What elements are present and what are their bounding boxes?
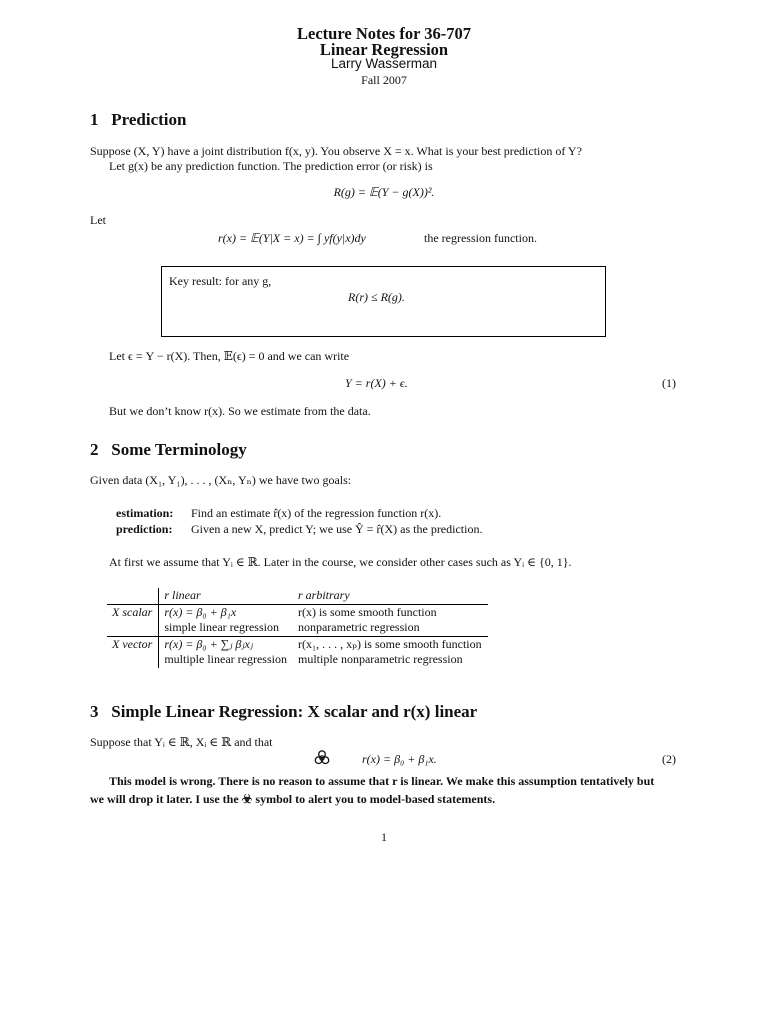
- table-cell: [107, 652, 159, 668]
- biohazard-icon: [314, 750, 330, 766]
- linear-model-equation-number: (2): [662, 752, 676, 766]
- key-result-equation: R(r) ≤ R(g).: [348, 290, 405, 304]
- page-number: 1: [381, 830, 387, 844]
- table-row: [107, 620, 488, 636]
- table-cell: multiple linear regression: [164, 652, 287, 666]
- warning-line-2: we will drop it later. I use the ☣ symbol to alert you to model-based statements.: [90, 792, 496, 806]
- goal-term: prediction:: [116, 522, 173, 536]
- risk-equation: R(g) = 𝔼(Y − g(X))².: [333, 185, 435, 199]
- warning-line-1: This model is wrong. There is no reason to assume that r is linear. We make this assumption tentatively but: [109, 774, 655, 788]
- section-1-paragraph-2: Let g(x) be any prediction function. The prediction error (or risk) is: [109, 159, 433, 173]
- table-row: [107, 636, 488, 652]
- table-cell: r(x) = β₀ + β₁x: [159, 604, 293, 620]
- model-equation-number: (1): [662, 376, 676, 390]
- section-3-paragraph-1: Suppose that Yᵢ ∈ ℝ, Xᵢ ∈ ℝ and that: [90, 735, 273, 749]
- table-cell: r(x₁, . . . , xₚ) is some smooth function: [293, 636, 488, 652]
- key-result-box: [161, 266, 606, 337]
- section-1-heading: 1 Prediction: [90, 110, 187, 129]
- table-header-cell: r arbitrary: [297, 588, 350, 602]
- table-row: [107, 652, 488, 668]
- table-row: [107, 604, 488, 620]
- regression-equation-note: the regression function.: [424, 231, 537, 245]
- table-header-cell: r linear: [164, 588, 201, 602]
- table-cell: X vector: [107, 636, 159, 652]
- key-result-label: Key result: for any g,: [169, 274, 272, 288]
- table-cell: r(x) = β₀ + ∑ⱼ βⱼxⱼ: [159, 636, 293, 652]
- section-1-paragraph-3: Let ϵ = Y − r(X). Then, 𝔼(ϵ) = 0 and we can write: [109, 349, 350, 363]
- table-header-row: [107, 588, 488, 604]
- section-1-paragraph-4: But we don’t know r(x). So we estimate from the data.: [109, 404, 371, 418]
- model-equation: Y = r(X) + ϵ.: [345, 376, 408, 390]
- goal-term: estimation:: [116, 506, 174, 520]
- section-2-paragraph-1: Given data (X₁, Y₁), . . . , (Xₙ, Yₙ) we have two goals:: [90, 473, 352, 487]
- table-cell: [107, 588, 159, 604]
- regression-equation: r(x) = 𝔼(Y|X = x) = ∫ yf(y|x)dy: [218, 231, 366, 245]
- section-2-paragraph-2: At first we assume that Yᵢ ∈ ℝ. Later in the course, we consider other cases such as Yᵢ ∈ {0, 1}.: [109, 555, 572, 569]
- table-cell: r(x) is some smooth function: [293, 604, 488, 620]
- table-cell: X scalar: [107, 604, 159, 620]
- table-cell: multiple nonparametric regression: [297, 652, 463, 666]
- linear-model-equation: r(x) = β₀ + β₁x.: [362, 752, 437, 766]
- table-cell: simple linear regression: [164, 620, 279, 634]
- doc-subtitle: Linear Regression: [319, 40, 449, 59]
- terminology-table: [107, 588, 488, 668]
- doc-term: Fall 2007: [361, 73, 407, 87]
- table-cell: [107, 620, 159, 636]
- section-2-heading: 2 Some Terminology: [90, 440, 247, 459]
- table-cell: nonparametric regression: [297, 620, 420, 634]
- doc-author: Larry Wasserman: [330, 56, 438, 71]
- section-3-heading: 3 Simple Linear Regression: X scalar and r(x) linear: [90, 702, 478, 721]
- section-1-paragraph-1: Suppose (X, Y) have a joint distribution f(x, y). You observe X = x. What is your best prediction of Y?: [90, 144, 582, 158]
- goal-description: Find an estimate r̂(x) of the regression function r(x).: [191, 506, 442, 520]
- doc-title: Lecture Notes for 36-707: [297, 24, 471, 43]
- let-label: Let: [90, 213, 106, 227]
- goal-description: Given a new X, predict Y; we use Ŷ = r̂(X) as the prediction.: [191, 522, 483, 536]
